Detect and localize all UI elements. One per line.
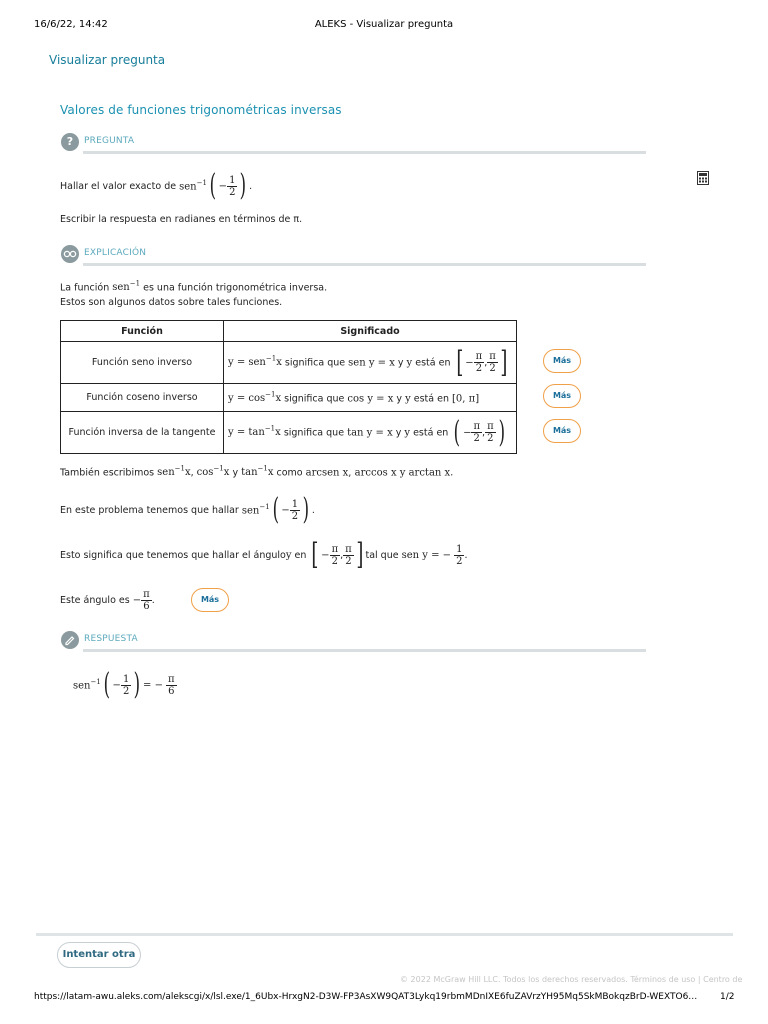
question-icon: ? — [61, 133, 79, 151]
explicacion-header — [61, 245, 646, 267]
print-title: ALEKS - Visualizar pregunta — [314, 19, 454, 30]
table-row — [61, 412, 517, 454]
page-title: Visualizar pregunta — [49, 53, 166, 67]
mas-button-angle[interactable]: Más — [191, 588, 229, 612]
paren-open: ( — [209, 168, 217, 203]
angle-result: Este ángulo es − $\frac{\pi}{6}$ . — [60, 588, 155, 612]
neg-sign: − — [218, 180, 228, 192]
try-again-button[interactable]: Intentar otra — [57, 942, 141, 968]
header-significado: Significado — [224, 321, 517, 342]
table-row — [61, 342, 517, 384]
glasses-icon — [61, 245, 79, 263]
section-divider — [83, 151, 646, 154]
respuesta-label: RESPUESTA — [84, 634, 138, 644]
header-funcion: Función — [61, 321, 224, 342]
row-name: Función coseno inverso — [61, 384, 224, 412]
explanation-intro: La función sen$^{-1}$ es una función trigonométrica inversa. — [60, 280, 328, 294]
mas-button-seno[interactable]: Más — [543, 349, 581, 373]
fraction-one-half: $\frac{1}{2}$ — [229, 174, 236, 198]
pregunta-header — [61, 133, 646, 155]
explicacion-label: EXPLICACIÓN — [84, 248, 147, 258]
inverse-functions-table — [60, 320, 517, 454]
question-instruction: Escribir la respuesta en radianes en términos de π. — [60, 214, 303, 225]
paren-close: ) — [240, 168, 247, 203]
angle-condition: Esto significa que tenemos que hallar el ángulo y en [ − $\frac{\pi}{2}$ , $\frac{\pi}{2}$ ] tal que sen y = − $\frac{1}{2}$ . — [60, 537, 468, 572]
print-url: https://latam-awu.aleks.com/alekscgi/x/lsl.exe/1_6Ubx-HrxgN2-D3W-FP3AsXW9QAT3Lykq19rbmMDnIXE6fuZAVrzYH95Mq5SkMBokqzBrD-WEXTO6… — [34, 992, 698, 1002]
pencil-icon — [61, 631, 79, 649]
table-row — [61, 384, 517, 412]
notation-note: También escribimos sen$^{-1}$x, $\cos^{-1}x$ y $\tan^{-1}x$ como arcsen x, arccos x y arctan x. — [60, 465, 454, 479]
question-statement: Hallar el valor exacto de sen$^{-1}$ ( − $\frac{1}{2}$ ) . — [60, 168, 253, 203]
section-divider — [83, 649, 646, 652]
question-func: sen$^{-1}$ — [179, 179, 207, 193]
print-date: 16/6/22, 14:42 — [34, 19, 108, 30]
func-sen-inv: sen$^{-1}$ — [112, 280, 141, 294]
mas-button-coseno[interactable]: Más — [543, 384, 581, 408]
footer-divider — [36, 933, 733, 936]
section-title: Valores de funciones trigonométricas inversas — [60, 103, 342, 117]
question-text: Hallar el valor exacto de — [60, 180, 177, 192]
table-header-row — [61, 321, 517, 342]
answer-expression: sen$^{-1}$ ( − $\frac{1}{2}$ ) = − $\frac{\pi}{6}$ — [73, 667, 175, 702]
print-header — [0, 19, 768, 33]
mas-button-tangente[interactable]: Más — [543, 419, 581, 443]
row-name: Función inversa de la tangente — [61, 412, 224, 454]
problem-restatement: En este problema tenemos que hallar sen$^{-1}$ ( − $\frac{1}{2}$ ) . — [60, 492, 315, 527]
row-meaning: $y = \cos^{-1}x$ significa que cos y = x y y está en [0, π] — [224, 384, 517, 412]
row-meaning: $y = \tan^{-1}x$ significa que tan y = x y y está en ( − $\frac{\pi}{2}$ , $\frac{\pi}{2}$ ) — [224, 412, 517, 454]
row-name: Función seno inverso — [61, 342, 224, 384]
section-divider — [83, 263, 646, 266]
respuesta-header — [61, 631, 646, 653]
calculator-icon[interactable] — [697, 171, 709, 185]
page-number: 1/2 — [720, 992, 735, 1002]
explanation-intro-2: Estos son algunos datos sobre tales funciones. — [60, 297, 283, 308]
row-meaning: y = sen$^{-1}$x significa que sen y = x y y está en [ − $\frac{\pi}{2}$ , $\frac{\pi}{2}$ ] — [224, 342, 517, 384]
copyright-text: © 2022 McGraw Hill LLC. Todos los derechos reservados. Términos de uso | Centro de — [400, 975, 743, 984]
pregunta-label: PREGUNTA — [84, 136, 135, 146]
